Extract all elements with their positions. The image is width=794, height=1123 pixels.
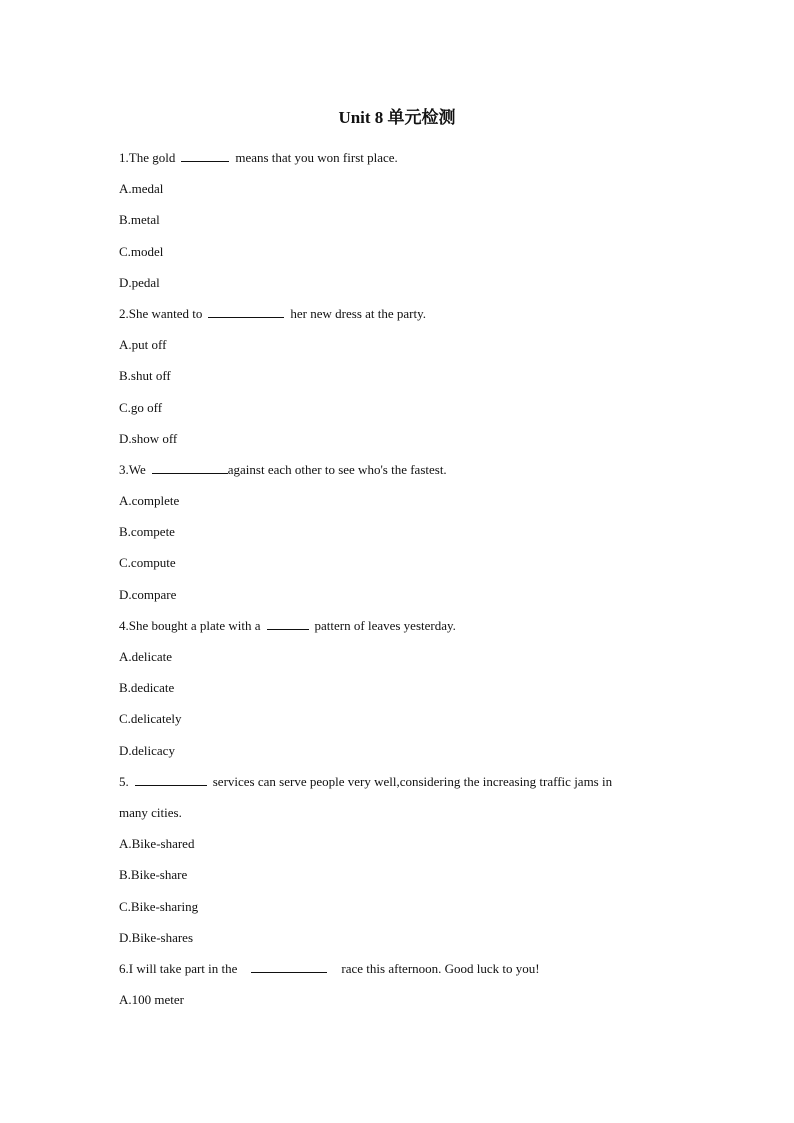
- question-2-option-c: C.go off: [119, 399, 163, 415]
- question-2-option-b: B.shut off: [119, 368, 171, 384]
- question-2-stem-after: her new dress at the party.: [290, 305, 427, 321]
- question-3-option-d: D.compare: [119, 586, 177, 602]
- question-3-blank: [152, 461, 228, 474]
- question-1-blank: [181, 149, 229, 162]
- question-6-stem-after: race this afternoon. Good luck to you!: [341, 960, 540, 976]
- question-2-option-a: A.put off: [119, 337, 167, 353]
- question-2-stem: [119, 298, 679, 329]
- question-5-option-c: C.Bike-sharing: [119, 898, 199, 914]
- question-1-option-c: C.model: [119, 243, 164, 259]
- question-1-stem-before: 1.The gold: [119, 150, 176, 165]
- question-6-stem: [119, 953, 679, 984]
- question-3-stem-after: against each other to see who's the fastest.: [227, 461, 447, 477]
- question-5-stem-after: services can serve people very well,considering the increasing traffic jams in: [212, 773, 613, 789]
- question-3-stem: [119, 454, 679, 485]
- question-4-stem-after: pattern of leaves yesterday.: [314, 617, 456, 633]
- question-3-option-a: A.complete: [119, 493, 180, 509]
- question-5-option-d: D.Bike-shares: [119, 929, 194, 945]
- question-4-option-b: B.dedicate: [119, 680, 175, 696]
- question-4-option-c: C.delicately: [119, 711, 182, 727]
- question-1-option-b: B.metal: [119, 212, 160, 228]
- question-4-blank: [267, 617, 309, 630]
- question-6-stem-before: 6.I will take part in the: [119, 960, 238, 976]
- question-list: [119, 142, 679, 1015]
- question-2-option-d: D.show off: [119, 430, 178, 446]
- question-6-blank: [251, 960, 327, 973]
- question-1-option-d: D.pedal: [119, 274, 160, 290]
- question-1-stem: [119, 142, 679, 173]
- question-4-option-a: A.delicate: [119, 649, 173, 664]
- question-5-option-b: B.Bike-share: [119, 867, 188, 883]
- question-2-blank: [208, 305, 284, 318]
- question-1-option-a: A.medal: [119, 181, 164, 197]
- page-title: Unit 8 单元检测: [338, 108, 456, 127]
- question-5-option-a: A.Bike-shared: [119, 836, 195, 852]
- question-2-stem-before: 2.She wanted to: [119, 305, 203, 321]
- question-3-stem-before: 3.We: [119, 461, 146, 477]
- question-4-stem-before: 4.She bought a plate with a: [119, 617, 261, 633]
- question-5-stem-continued: many cities.: [119, 804, 182, 820]
- question-5-stem: [119, 766, 679, 797]
- question-4-stem: [119, 610, 679, 641]
- question-3-option-c: C.compute: [119, 555, 176, 571]
- question-4-option-d: D.delicacy: [119, 742, 175, 758]
- question-5-blank: [135, 773, 207, 786]
- question-5-stem-before: 5.: [119, 773, 129, 789]
- question-1-stem-after: means that you won first place.: [235, 150, 398, 165]
- question-6-option-a: A.100 meter: [119, 992, 184, 1008]
- question-3-option-b: B.compete: [119, 524, 175, 540]
